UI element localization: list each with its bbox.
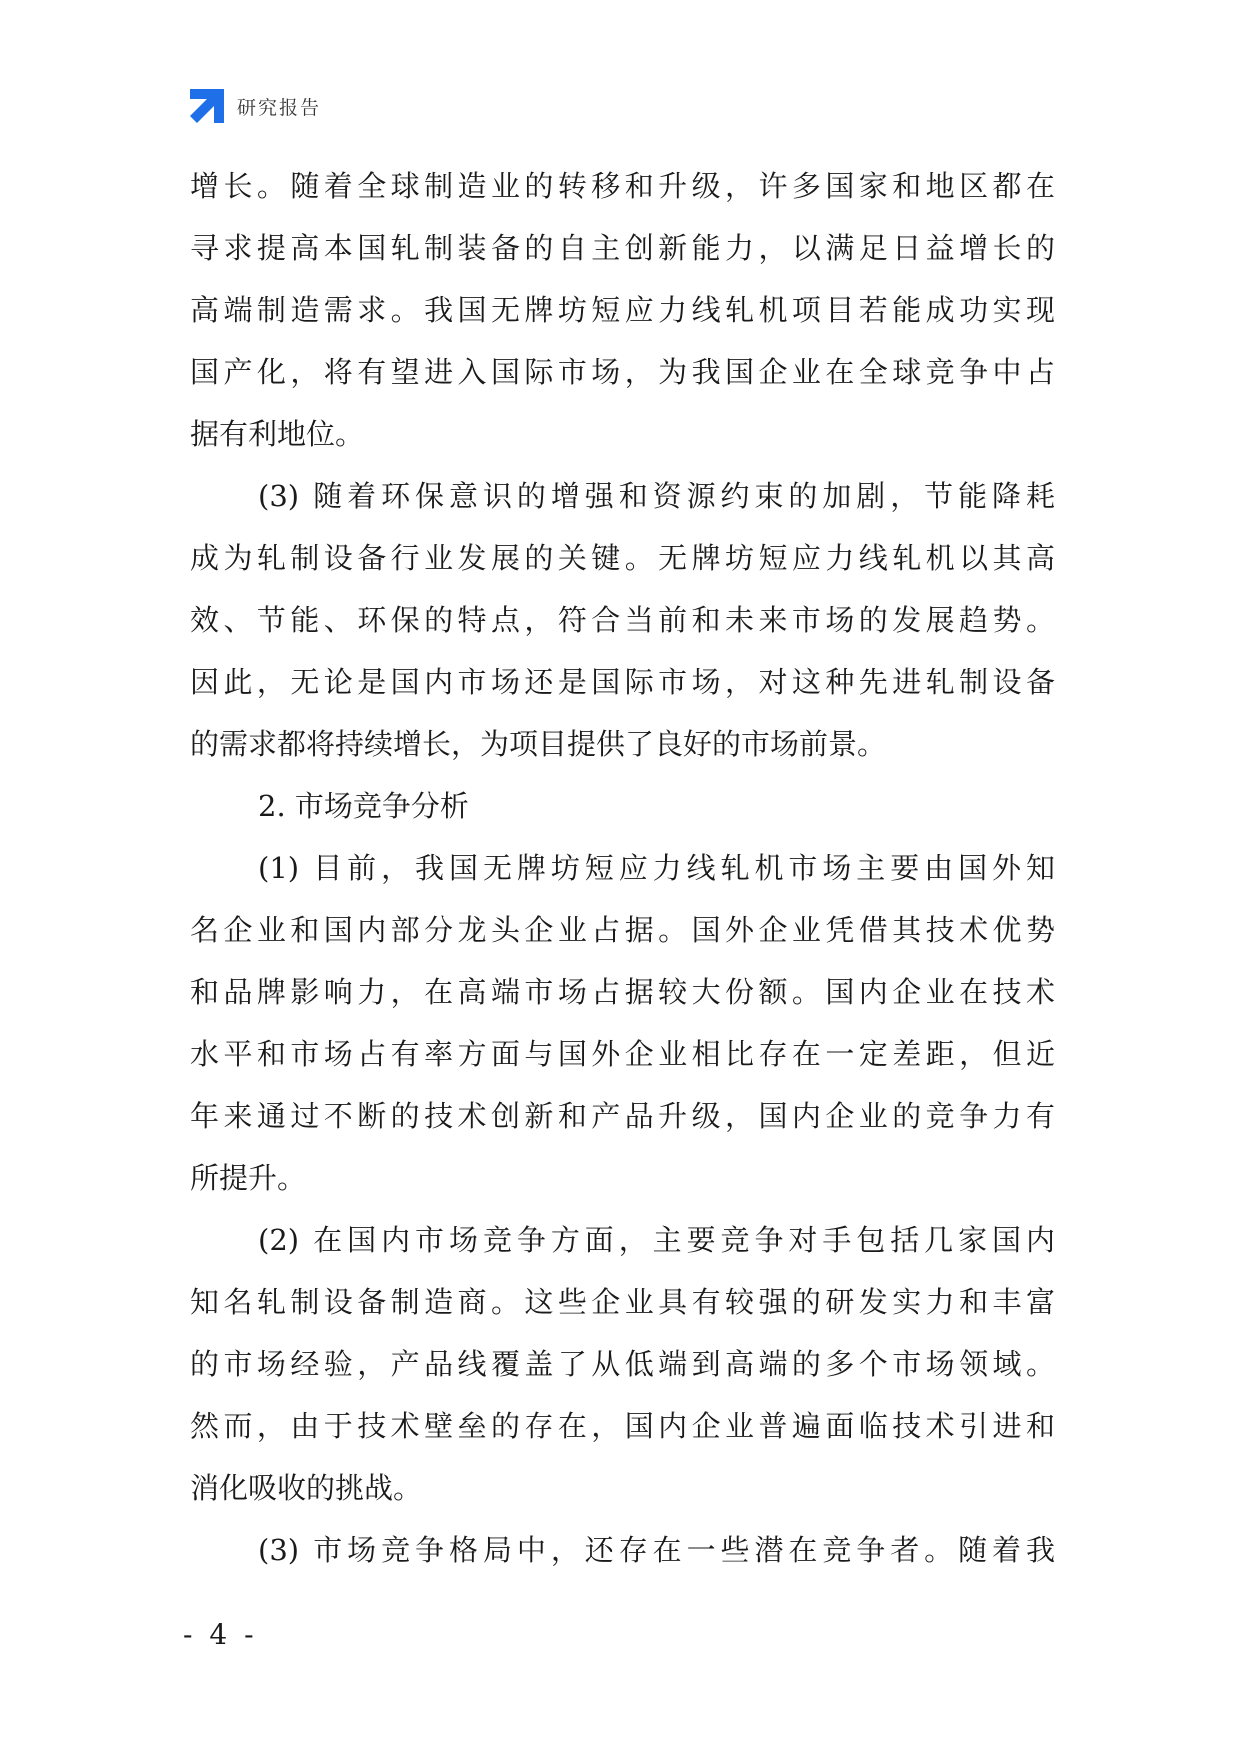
report-logo-icon [190, 89, 224, 123]
text-line: (2) 在国内市场竞争方面，主要竞争对手包括几家国内 [258, 1223, 1055, 1257]
section-heading: 2. 市场竞争分析 [258, 789, 469, 823]
header-title: 研究报告 [237, 96, 322, 119]
text-line: 的市场经验，产品线覆盖了从低端到高端的多个市场领域。 [190, 1347, 1055, 1381]
text-line: 据有利地位。 [190, 417, 365, 451]
text-line: 的需求都将持续增长，为项目提供了良好的市场前景。 [190, 727, 887, 761]
text-line: 高端制造需求。我国无牌坊短应力线轧机项目若能成功实现 [190, 293, 1055, 327]
text-line: (3) 市场竞争格局中，还存在一些潜在竞争者。随着我 [258, 1533, 1055, 1567]
text-line: 所提升。 [190, 1161, 307, 1195]
text-line: 国产化，将有望进入国际市场，为我国企业在全球竞争中占 [190, 355, 1055, 389]
text-line: (3) 随着环保意识的增强和资源约束的加剧，节能降耗 [258, 479, 1055, 513]
text-line: 然而，由于技术壁垒的存在，国内企业普遍面临技术引进和 [190, 1409, 1055, 1443]
text-line: 因此，无论是国内市场还是国际市场，对这种先进轧制设备 [190, 665, 1055, 699]
text-line: 效、节能、环保的特点，符合当前和未来市场的发展趋势。 [190, 603, 1055, 637]
text-line: 成为轧制设备行业发展的关键。无牌坊短应力线轧机以其高 [190, 541, 1055, 575]
text-line: 消化吸收的挑战。 [190, 1471, 423, 1505]
text-line: 增长。随着全球制造业的转移和升级，许多国家和地区都在 [190, 169, 1055, 203]
text-line: 和品牌影响力，在高端市场占据较大份额。国内企业在技术 [190, 975, 1055, 1009]
report-body [190, 155, 1055, 1581]
text-line: 名企业和国内部分龙头企业占据。国外企业凭借其技术优势 [190, 913, 1055, 947]
page-number: - 4 - [183, 1618, 258, 1651]
page-header [190, 88, 321, 124]
text-line: 年来通过不断的技术创新和产品升级，国内企业的竞争力有 [190, 1099, 1055, 1133]
text-line: (1) 目前，我国无牌坊短应力线轧机市场主要由国外知 [258, 851, 1055, 885]
text-line: 水平和市场占有率方面与国外企业相比存在一定差距，但近 [190, 1037, 1055, 1071]
text-line: 知名轧制设备制造商。这些企业具有较强的研发实力和丰富 [190, 1285, 1055, 1319]
text-line: 寻求提高本国轧制装备的自主创新能力，以满足日益增长的 [190, 231, 1055, 265]
